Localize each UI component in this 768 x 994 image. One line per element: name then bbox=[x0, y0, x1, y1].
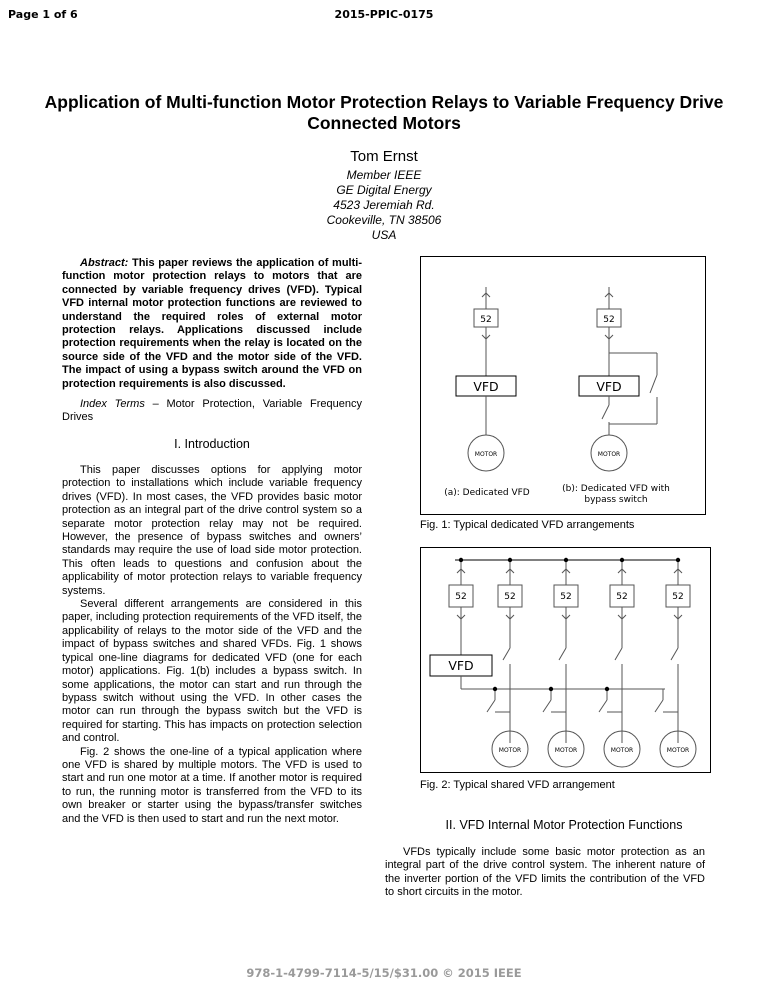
motor-label: MOTOR bbox=[554, 747, 578, 754]
paragraph: This paper discusses options for applying motor protection to installations which include variable frequency drives (VFD). In most cases, the VFD provides basic motor protection as an integral part of the drive control system so a separate motor protection relay may not be required. However, the presence of bypass switches and owners’ standards may require the use of load side motor protection. This often leads to questions and confusion about the applicability of motor protection relays to variable frequency systems. bbox=[62, 464, 362, 597]
figure-1 bbox=[420, 256, 706, 515]
affiliation-line: 4523 Jeremiah Rd. bbox=[333, 198, 435, 212]
breaker-label: 52 bbox=[480, 315, 492, 325]
breaker-label: 52 bbox=[504, 592, 516, 602]
breaker-label: 52 bbox=[603, 315, 615, 325]
breaker-label: 52 bbox=[560, 592, 572, 602]
copyright-footer: 978-1-4799-7114-5/15/$31.00 © 2015 IEEE bbox=[246, 966, 522, 980]
author-affiliation bbox=[0, 168, 768, 243]
section-heading: II. VFD Internal Motor Protection Functions bbox=[445, 818, 683, 832]
vfd-label: VFD bbox=[448, 658, 474, 673]
paper-title: Application of Multi-function Motor Protection Relays to Variable Frequency Drive Connected Motors bbox=[44, 92, 724, 133]
breaker-label: 52 bbox=[616, 592, 628, 602]
affiliation-line: Member IEEE bbox=[346, 168, 422, 182]
affiliation-line: GE Digital Energy bbox=[336, 183, 432, 197]
abstract-label: Abstract: bbox=[80, 257, 129, 269]
motor-label: MOTOR bbox=[498, 747, 522, 754]
breaker-label: 52 bbox=[672, 592, 684, 602]
author-name: Tom Ernst bbox=[350, 148, 418, 165]
motor-label: MOTOR bbox=[610, 747, 634, 754]
affiliation-line: Cookeville, TN 38506 bbox=[326, 213, 442, 227]
paragraph: Several different arrangements are considered in this paper, including protection requirements of the VFD itself, the applicability of relays to the motor side of the VFD and the impact of bypass switches and shared VFDs. Fig. 1 shows typical one-line diagrams for dedicated VFD (one for each motor) applications. Fig. 1(b) includes a bypass switch. In some applications, the motor can start and run through the bypass switch without using the VFD. In other cases the motor can run through the bypass switch but the VFD is required for starting. This has impacts on protection selection and control. bbox=[62, 598, 362, 745]
abstract-text: This paper reviews the application of multi-function motor protection relays to motors that are connected by variable frequency drives (VFD). Typical VFD internal motor protection functions are reviewed to understand the required roles of external motor protection relays. Applications discussed include protection requirements when the relay is located on the source side of the VFD and the motor side of the VFD. The impact of using a bypass switch around the VFD on protection requirements is also discussed. bbox=[62, 257, 362, 390]
section-2-body bbox=[385, 846, 705, 900]
page-number: Page 1 of 6 bbox=[8, 8, 78, 21]
figure-1-caption: Fig. 1: Typical dedicated VFD arrangements bbox=[420, 519, 635, 531]
index-terms-text: – Motor Protection, Variable Frequency Drives bbox=[62, 398, 362, 424]
breaker-label: 52 bbox=[455, 592, 467, 602]
introduction-body bbox=[62, 464, 362, 826]
paragraph: VFDs typically include some basic motor protection as an integral part of the drive control system. The inherent nature of the inverter portion of the VFD limits the contribution of the VFD to short circuits in the motor. bbox=[385, 846, 705, 899]
affiliation-line: USA bbox=[371, 228, 397, 242]
motor-label: MOTOR bbox=[597, 451, 621, 458]
paper-code: 2015-PPIC-0175 bbox=[334, 8, 434, 21]
figure-1-diagram bbox=[421, 257, 705, 514]
figure-1b-label: bypass switch bbox=[584, 495, 648, 505]
index-terms-label: Index Terms bbox=[80, 398, 145, 410]
figure-1b-label: (b): Dedicated VFD with bbox=[562, 484, 670, 494]
motor-label: MOTOR bbox=[666, 747, 690, 754]
section-heading: I. Introduction bbox=[174, 437, 250, 451]
motor-label: MOTOR bbox=[474, 451, 498, 458]
figure-2-caption: Fig. 2: Typical shared VFD arrangement bbox=[420, 779, 615, 791]
index-terms bbox=[62, 398, 362, 425]
vfd-label: VFD bbox=[596, 379, 622, 394]
vfd-label: VFD bbox=[473, 379, 499, 394]
paragraph: Fig. 2 shows the one-line of a typical application where one VFD is shared by multiple motors. The VFD is used to start and run one motor at a time. If another motor is required to run, the running motor is transferred from the VFD to its own breaker or starter using the bypass/transfer switches and the VFD is then used to start and run the next motor. bbox=[62, 745, 362, 825]
figure-1a-label: (a): Dedicated VFD bbox=[444, 488, 530, 498]
figure-2-diagram bbox=[421, 548, 710, 772]
abstract bbox=[62, 257, 362, 391]
figure-2 bbox=[420, 547, 711, 773]
